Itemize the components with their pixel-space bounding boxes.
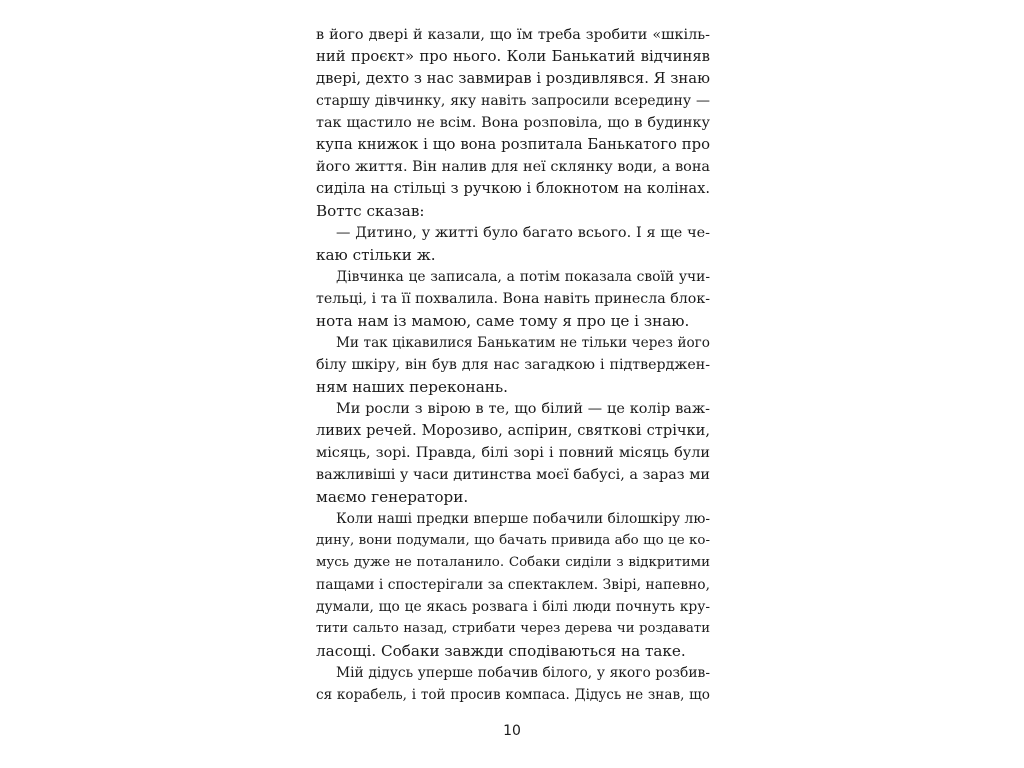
text-line: Дівчинка це записала, а потім показала своїй учи- — [336, 269, 710, 285]
text-line: ням наших переконань. — [316, 378, 509, 396]
text-line: в його двері й казали, що їм треба зробити «шкіль- — [316, 27, 710, 43]
text-line: сиділа на стільці з ручкою і блокнотом на колінах. — [316, 180, 710, 197]
text-line: Ми так цікавилися Банькатим не тільки через його — [336, 335, 710, 351]
body-text — [316, 24, 710, 706]
text-line: ний проєкт» про нього. Коли Банькатий відчиняв — [316, 48, 710, 65]
page-number: 10 — [503, 723, 521, 739]
text-line: пащами і спостерігали за спектаклем. Звірі, напевно, — [316, 577, 710, 593]
text-line: тельці, і та її похвалила. Вона навіть принесла блок- — [316, 291, 710, 307]
text-line: ласощі. Собаки завжди сподіваються на таке. — [316, 642, 686, 660]
text-line: — Дитино, у житті було багато всього. І я ще че- — [336, 225, 710, 241]
text-line: Ми росли з вірою в те, що білий — це колір важ- — [336, 401, 710, 417]
text-line: каю стільки ж. — [316, 246, 436, 264]
text-line: старшу дівчинку, яку навіть запросили всередину — — [316, 93, 710, 109]
text-line: ливих речей. Морозиво, аспірин, святкові стрічки, — [316, 422, 710, 439]
text-line: тити сальто назад, стрибати через дерева чи роздавати — [316, 621, 710, 636]
text-line: мусь дуже не поталанило. Собаки сиділи з відкритими — [316, 555, 710, 570]
text-line: двері, дехто з нас завмирав і роздивлявся. Я знаю — [316, 70, 710, 87]
text-line: ся корабель, і той просив компаса. Дідусь не знав, що — [316, 687, 710, 703]
text-line: маємо генератори. — [316, 488, 469, 506]
text-line: білу шкіру, він був для нас загадкою і підтверджен- — [316, 357, 710, 373]
text-line: Коли наші предки вперше побачили білошкіру лю- — [336, 511, 710, 527]
text-line: нота нам із мамою, саме тому я про це і знаю. — [316, 312, 690, 330]
text-line: купа книжок і що вона розпитала Банькатого про — [316, 136, 710, 153]
text-line: його життя. Він налив для неї склянку води, а вона — [316, 159, 710, 175]
text-line: важливіші у часи дитинства моєї бабусі, а зараз ми — [316, 467, 710, 483]
text-line: Воттс сказав: — [316, 202, 425, 220]
text-line: так щастило не всім. Вона розповіла, що в будинку — [316, 115, 710, 131]
text-line: місяць, зорі. Правда, білі зорі і повний місяць були — [316, 445, 710, 461]
text-line: Мій дідусь уперше побачив білого, у якого розбив- — [336, 665, 710, 681]
text-line: думали, що це якась розвага і білі люди почнуть кру- — [316, 599, 710, 615]
text-line: дину, вони подумали, що бачать привида або що це ко- — [316, 533, 710, 548]
